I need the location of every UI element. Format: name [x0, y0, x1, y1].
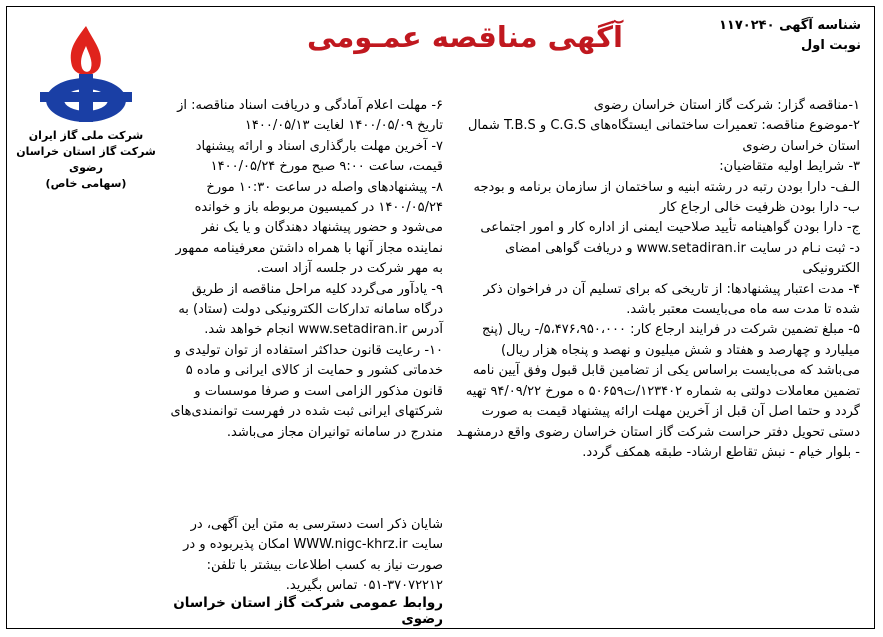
logo-line: رضوی — [69, 161, 103, 174]
clause-3: ۳- شرایط اولیه متقاضیان: — [719, 159, 860, 175]
logo-line: شرکت گاز استان خراسان — [16, 145, 156, 158]
logo-caption — [10, 128, 162, 192]
gas-flame-logo-icon — [22, 20, 150, 130]
clause-10: ۱۰- رعایت قانون حداکثر استفاده از توان تولیدی و خدماتی کشور و حمایت از کالای ایرانی و ماده ۵ قانون مذکور الزامی است و صرفا موسسات و شرکتهای ایرانی ثبت شده در فهرست توانمندی‌های مندرج در سامانه توانیران مجاز می‌باشد. — [170, 342, 443, 440]
signature: روابط عمومی شرکت گاز استان خراسان رضوی — [173, 595, 443, 627]
logo-line: (سهامی خاص) — [45, 177, 127, 190]
company-logo — [22, 20, 150, 134]
notice-id: شناسه آگهی ۱۱۷۰۲۴۰ — [719, 18, 861, 33]
notice-round: نوبت اول — [800, 38, 861, 53]
clause-2: ۲-موضوع مناقصه: تعمیرات ساختمانی ایستگاه‌های C.G.S و T.B.S شمال استان خراسان رضوی — [467, 118, 860, 154]
clause-8: ۸- پیشنهادهای واصله در ساعت ۱۰:۳۰ مورخ ۱۴۰۰/۰۵/۲۴ در کمیسیون مربوطه باز و خوانده می‌شود و حضور پیشنهاد دهندگان و یا یک نفر نماینده مجاز آنها با همراه داشتن معرفینامه ممهور به مهر شرکت در جلسه آزاد است. — [175, 179, 443, 277]
clause-6: ۶- مهلت اعلام آمادگی و دریافت اسناد مناقصه: از تاریخ ۱۴۰۰/۰۵/۰۹ لغایت ۱۴۰۰/۰۵/۱۳ — [177, 98, 443, 134]
footer-note: شایان ذکر است دسترسی به متن این آگهی، در سایت WWW.nigc-khrz.ir امکان پذیربوده و در صورت نیاز به کسب اطلاعات بیشتر با تلفن: ۳۷۰۷۲۲۱۲-۰۵۱ تماس بگیرید. — [183, 517, 443, 594]
notice-meta — [719, 16, 861, 56]
clause-3b: ب- دارا بودن ظرفیت خالی ارجاع کار — [660, 200, 860, 216]
clause-1: ۱-مناقصه گزار: شرکت گاز استان خراسان رضوی — [593, 98, 860, 113]
page-title: آگهی مناقصه عمـومی — [307, 20, 623, 54]
clause-4: ۴- مدت اعتبار پیشنهادها: از تاریخی که برای تسلیم آن در فراخوان ذکر شده تا مدت سه ماه می‌بایست معتبر باشد. — [483, 281, 860, 318]
logo-line: شرکت ملی گاز ایران — [28, 129, 144, 142]
clause-7: ۷- آخرین مهلت بارگذاری اسناد و ارائه پیشنهاد قیمت، ساعت ۹:۰۰ صبح مورخ ۱۴۰۰/۰۵/۲۴ — [195, 138, 443, 175]
clause-3d: د- ثبت نـام در سایت www.setadiran.ir و دریافت گواهی امضای الکترونیکی — [504, 240, 860, 277]
right-column — [455, 96, 860, 463]
clause-3c: ج- دارا بودن گواهینامه تأیید صلاحیت ایمنی از اداره کار و امور اجتماعی — [480, 220, 860, 236]
clause-5: ۵- مبلغ تضمین شرکت در فرایند ارجاع کار: ۵،۴۷۶،۹۵۰،۰۰۰/- ریال (پنج میلیارد و چهارصد و هفتاد و شش میلیون و نهصد و پنجاه هزار ریال) می‌باشد که می‌بایست براساس یکی از تضامین قابل قبول وفق آیین نامه تضمین معاملات دولتی به شماره ۱۲۳۴۰۲/ت۵۰۶۵۹ ه مورخ ۹۴/۰۹/۲۲ تهیه گردد و حتما اصل آن قبل از آخرین مهلت ارائه پیشنهاد قیمت به صورت دستی تحویل دفتر حراست شرکت گاز استان خراسان رضوی واقع درمشهـد - بلوار خیام - نبش تقاطع ارشاد- طبقه همکف گردد. — [456, 322, 860, 460]
clause-9: ۹- یادآور می‌گردد کلیه مراحل مناقصه از طریق درگاه سامانه تدارکات الکترونیکی دولت (ستاد) به آدرس www.setadiran.ir انجام خواهد شد. — [178, 281, 443, 338]
clause-3a: الـف- دارا بودن رتبه در رشته ابنیه و ساختمان از سازمان برنامه و بودجه — [473, 179, 860, 195]
left-column — [168, 96, 443, 443]
